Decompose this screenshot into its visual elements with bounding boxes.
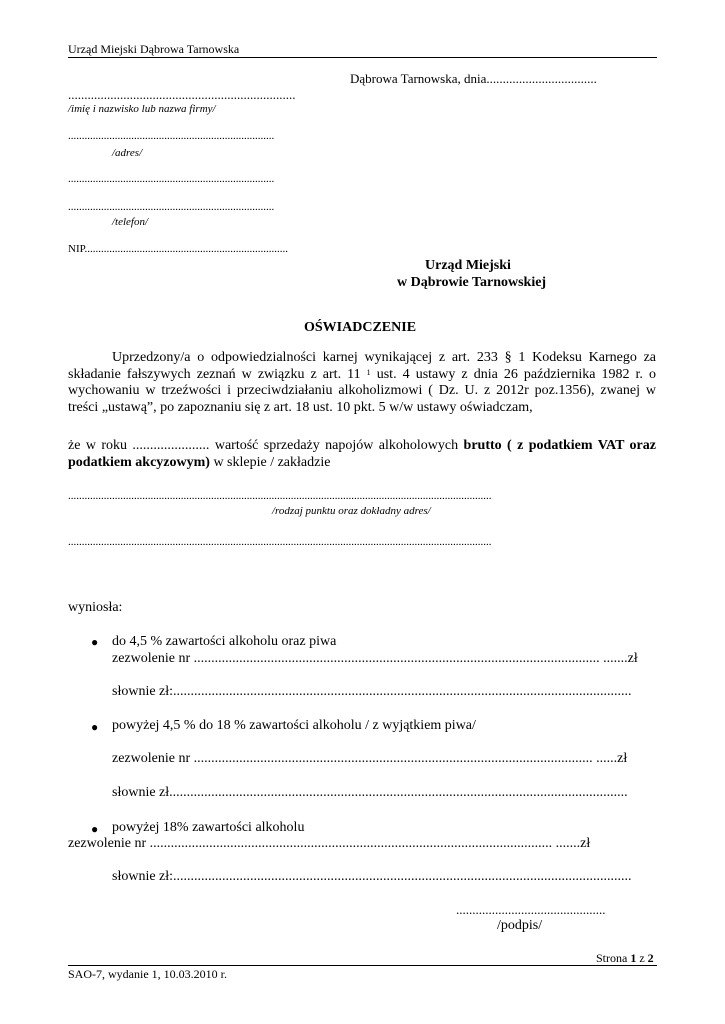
location-line-1: ..........................................................................................................................................................	[68, 490, 492, 502]
sender-nip: NIP..........................................................................	[68, 243, 289, 255]
sender-phone-line: ...........................................................................	[68, 201, 275, 213]
item-2-permit: zezwolenie nr .................................................................................................................. ......zł	[112, 751, 628, 766]
recipient-line-2: w Dąbrowie Tarnowskiej	[397, 275, 547, 290]
page-prefix: Strona	[596, 951, 628, 965]
item-3-title: powyżej 18% zawartości alkoholu	[112, 820, 305, 835]
item-2-words: słownie zł...................................................................................................................................	[112, 785, 628, 800]
signature-line: ..............................................	[456, 902, 606, 917]
location-label: /rodzaj punktu oraz dokładny adres/	[272, 505, 431, 517]
declaration-text-part2: ust. 4 ustawy z dnia 26 października 1982 r. o wychowaniu w trzeźwości i przeciwdziałaniu alkoholizmowi ( Dz. U. z 2012r poz.1356), zwanej w treści „ustawą”, po zapoznaniu się z art. 18 ust. 10 pkt. 5 w/w ustawy oświadczam,	[68, 366, 656, 415]
item-1-permit: zezwolenie nr .................................................................................................................... .......zł	[112, 651, 638, 666]
item-3-permit: zezwolenie nr ................................................................................................................... .......zł	[68, 836, 591, 851]
header-office: Urząd Miejski Dąbrowa Tarnowska	[68, 42, 240, 56]
bullet-icon: ●	[91, 822, 99, 836]
page-current: 1	[630, 951, 637, 965]
document-id: SAO-7, wydanie 1, 10.03.2010 r.	[68, 967, 227, 981]
page-separator: z	[639, 951, 645, 965]
declaration-superscript: 1	[366, 367, 371, 377]
sales-text-part2: w sklepie / zakładzie	[213, 454, 331, 470]
sender-name-label: /imię i nazwisko lub nazwa firmy/	[68, 103, 216, 115]
item-1-title: do 4,5 % zawartości alkoholu oraz piwa	[112, 634, 337, 649]
page-number	[596, 951, 654, 966]
header-rule	[68, 57, 657, 58]
item-2-title: powyżej 4,5 % do 18 % zawartości alkoholu / z wyjątkiem piwa/	[112, 718, 476, 733]
location-line-2: ..........................................................................................................................................................	[68, 536, 492, 548]
declaration-text-part1: Uprzedzony/a o odpowiedzialności karnej wynikającej z art. 233 § 1 Kodeksu Karnego za składanie fałszywych zeznań w związku z art. 11	[68, 350, 656, 382]
signature-label: /podpis/	[497, 918, 543, 933]
bullet-icon: ●	[91, 720, 99, 734]
footer-rule	[68, 965, 657, 966]
sales-text-bold: brutto ( z podatkiem VAT oraz podatkiem akcyzowym)	[68, 438, 656, 470]
sales-text-part1: że w roku ...................... wartość sprzedaży napojów alkoholowych	[68, 438, 459, 453]
declaration-paragraph	[68, 350, 656, 416]
sender-address-line-2: ...........................................................................	[68, 173, 275, 185]
bullet-icon: ●	[91, 635, 99, 649]
sales-paragraph	[68, 438, 656, 471]
page-total: 2	[647, 951, 654, 965]
sender-address-label: /adres/	[112, 147, 143, 159]
item-1-words: słownie zł:...................................................................................................................................	[112, 684, 632, 699]
amounted-label: wyniosła:	[68, 600, 123, 615]
recipient-line-1: Urząd Miejski	[425, 258, 511, 273]
place-date: Dąbrowa Tarnowska, dnia..................................	[350, 71, 597, 86]
sender-address-line-1: ...........................................................................	[68, 130, 275, 142]
document-title: OŚWIADCZENIE	[304, 320, 417, 335]
sender-phone-label: /telefon/	[112, 216, 149, 228]
item-3-words: słownie zł:...................................................................................................................................	[112, 869, 632, 884]
sender-name-line: ......................................................................	[68, 87, 296, 102]
